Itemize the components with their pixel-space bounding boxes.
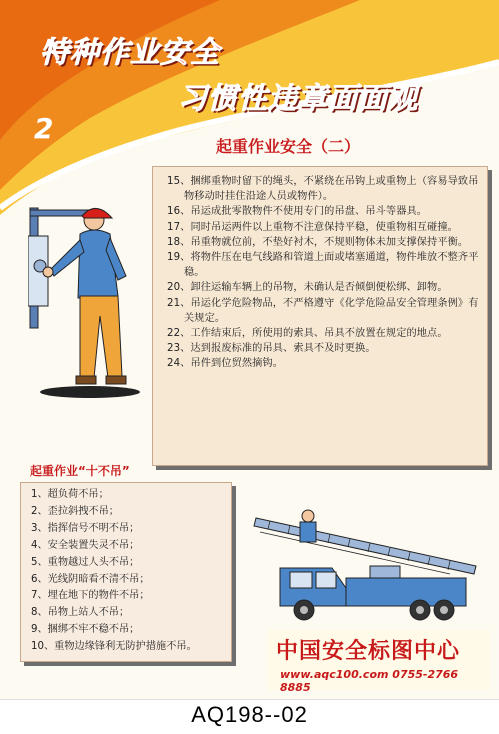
ten-no-lift-title: 起重作业“十不吊” <box>30 464 130 478</box>
ten-no-lift-item: 1、超负荷不吊； <box>31 489 109 500</box>
rule-item: 22、工作结束后，所使用的索具、吊具不放置在规定的地点。 <box>167 328 448 340</box>
ten-no-lift-item: 4、安全装置失灵不吊； <box>31 539 140 551</box>
rule-item: 21、吊运化学危险物品，不严格遵守《化学危险品安全管理条例》有关规定。 <box>167 297 479 324</box>
rules-list <box>153 167 487 372</box>
ten-no-lift-item: 6、光线阴暗看不清不吊； <box>31 573 150 585</box>
truck-icon <box>250 508 482 628</box>
page-number: 2 <box>34 112 54 145</box>
rules-panel <box>152 166 488 466</box>
ten-no-lift-item: 8、吊物上站人不吊； <box>31 607 130 619</box>
worker-icon <box>28 196 152 400</box>
rule-item: 23、达到报废标准的吊具、索具不及时更换。 <box>167 343 376 355</box>
rule-item: 15、捆绑重物时留下的绳头，不紧绕在吊钩上或重物上（容易导致吊物移动时挂住沿途人员或物件）。 <box>167 176 479 203</box>
publisher-url: www.aqc100.com 0755-2766 8885 <box>280 668 459 694</box>
poster-title-line1: 特种作业安全 <box>40 35 221 69</box>
publisher-logo-text: 中国安全标图中心 <box>276 638 461 664</box>
rule-item: 20、卸往运输车辆上的吊物，未确认是否倾倒便松绑、卸物。 <box>167 282 448 294</box>
ten-no-lift-list <box>21 483 231 656</box>
rule-item: 24、吊件到位贸然摘钩。 <box>167 358 284 370</box>
rule-item: 19、将物件压在电气线路和管道上面或堵塞通道，物件堆放不整齐平稳。 <box>167 252 479 279</box>
rule-item: 16、吊运成批零散物件不使用专门的吊盘、吊斗等器具。 <box>167 206 428 218</box>
poster-title-line2: 习惯性违章面面观 <box>178 81 419 115</box>
section-title: 起重作业安全（二） <box>216 137 361 156</box>
ten-no-lift-item: 5、重物越过人头不吊； <box>31 556 140 568</box>
ten-no-lift-item: 7、埋在地下的物件不吊； <box>31 590 150 602</box>
rule-item: 17、同时吊运两件以上重物不注意保持平稳，使重物相互碰撞。 <box>167 221 458 233</box>
ten-no-lift-panel <box>20 482 232 662</box>
ten-no-lift-item: 3、指挥信号不明不吊； <box>31 522 140 534</box>
ten-no-lift-item: 9、捆绑不牢不稳不吊； <box>31 624 140 636</box>
ten-no-lift-item: 10、重物边缘锋利无防护措施不吊。 <box>31 641 197 653</box>
ten-no-lift-item: 2、歪拉斜拽不吊； <box>31 505 119 517</box>
rule-item: 18、吊重物就位前，不垫好衬木，不规则物体未加支撑保持平衡。 <box>167 236 469 248</box>
publisher-logo <box>268 630 490 694</box>
product-code: AQ198--02 <box>191 702 308 727</box>
